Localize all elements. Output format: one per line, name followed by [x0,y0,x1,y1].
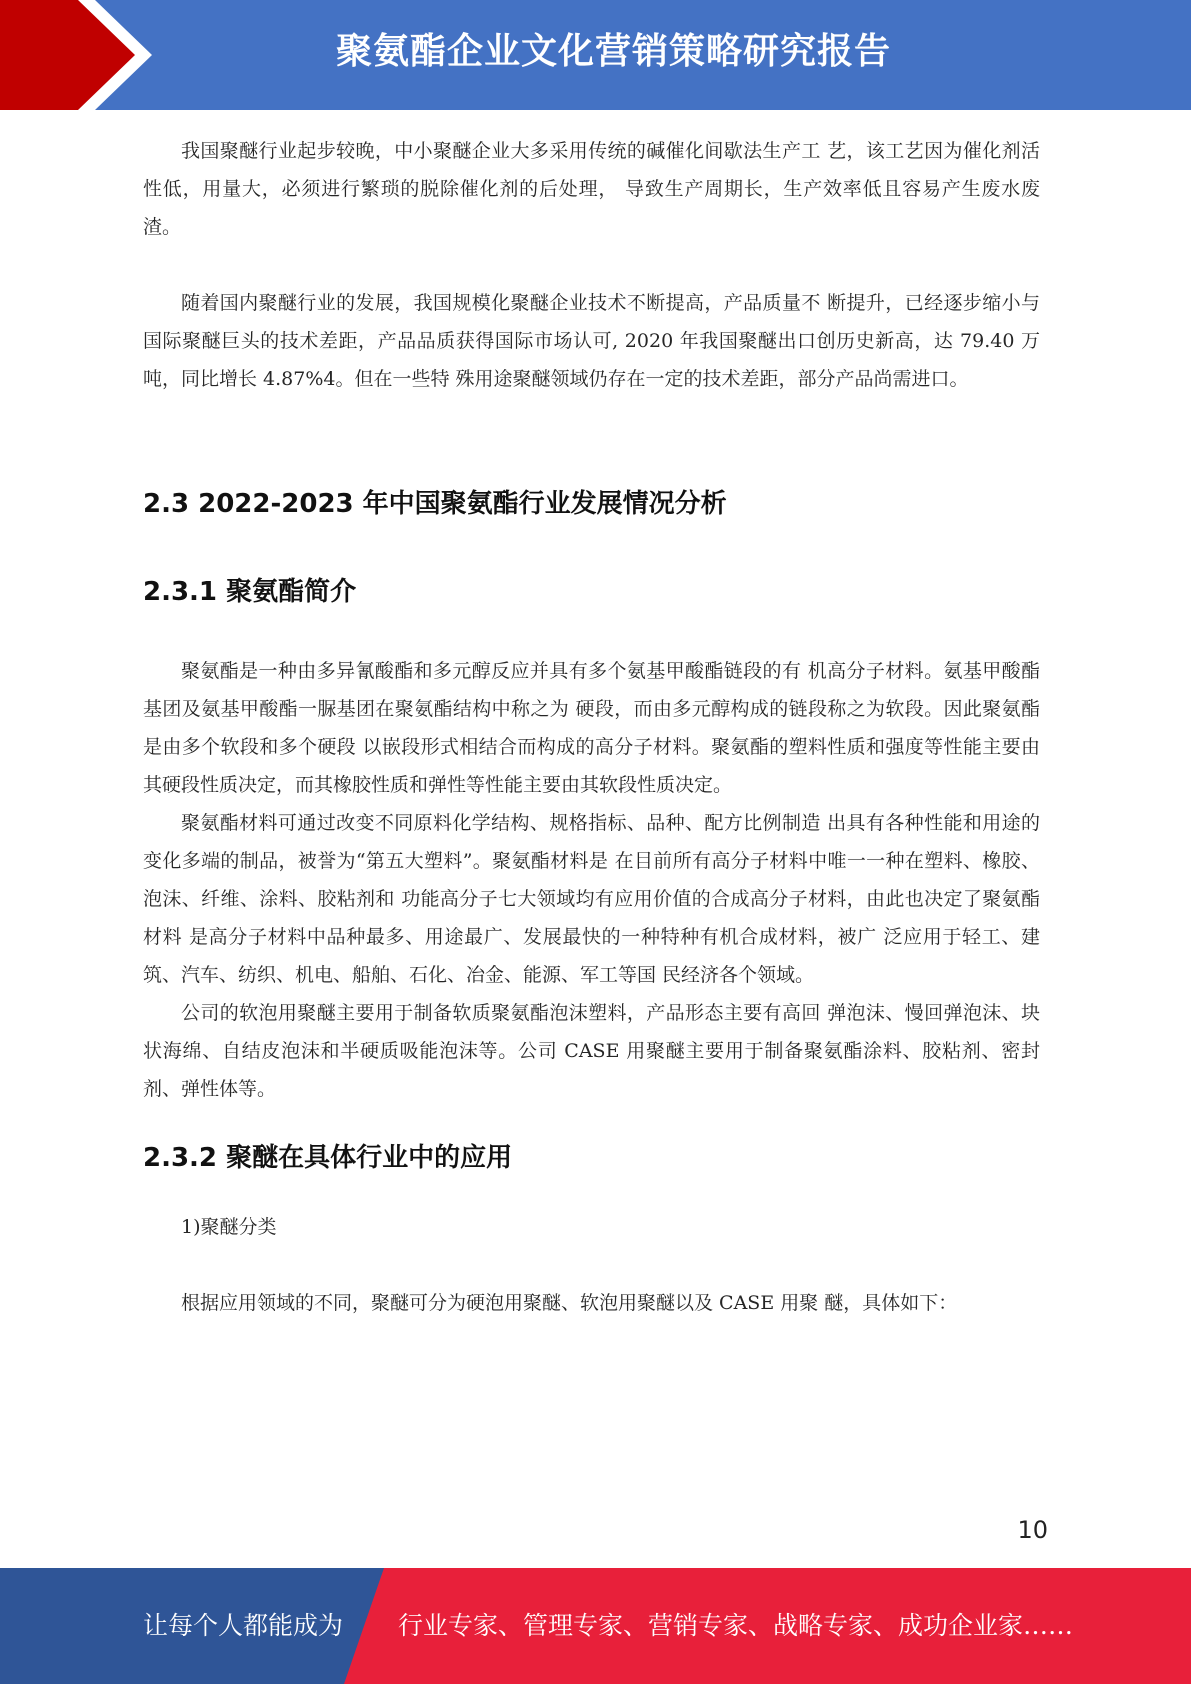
paragraph-polyurethane-materials: 聚氨酯材料可通过改变不同原料化学结构、规格指标、品种、配方比例制造 出具有各种性能和用途的变化多端的制品，被誉为“第五大塑料”。聚氨酯材料是 在目前所有高分子材料中唯一一种在塑料、橡胶、泡沫、纤维、涂料、胶粘剂和 功能高分子七大领域均有应用价值的合成高分子材料，由此也决定了聚氨酯材料 是高分子材料中品种最多、用途最广、发展最快的一种特种有机合成材料，被广 泛应用于轻工、建筑、汽车、纺织、机电、船舶、石化、冶金、能源、军工等国 民经济各个领域。 [143,812,1040,986]
page-footer [0,1568,1191,1684]
footer-slogan-right: 行业专家、管理专家、营销专家、战略专家、成功企业家…… [398,1611,1074,1640]
paragraph-polyurethane-intro: 聚氨酯是一种由多异氰酸酯和多元醇反应并具有多个氨基甲酸酯链段的有 机高分子材料。氨基甲酸酯基团及氨基甲酸酯一脲基团在聚氨酯结构中称之为 硬段，而由多元醇构成的链段称之为软段。因此聚氨酯是由多个软段和多个硬段 以嵌段形式相结合而构成的高分子材料。聚氨酯的塑料性质和强度等性能主要由 其硬段性质决定，而其橡胶性质和弹性等性能主要由其软段性质决定。 [143,660,1040,796]
section-heading-2-3-2: 2.3.2 聚醚在具体行业中的应用 [143,1143,513,1173]
paragraph-soft-foam-polyether: 公司的软泡用聚醚主要用于制备软质聚氨酯泡沫塑料，产品形态主要有高回 弹泡沫、慢回弹泡沫、块状海绵、自结皮泡沫和半硬质吸能泡沫等。公司 CASE 用聚醚主要用于制备聚氨酯涂料、胶粘剂、密封剂、弹性体等。 [143,1002,1040,1100]
list-item-polyether-classification: 1)聚醚分类 [181,1216,277,1238]
page-content [143,132,1040,1322]
paragraph-polyether-development: 随着国内聚醚行业的发展，我国规模化聚醚企业技术不断提高，产品质量不 断提升，已经逐步缩小与国际聚醚巨头的技术差距，产品品质获得国际市场认可, 2020 年我国聚醚出口创历史新高，达 79.40 万吨，同比增长 4.87%4。但在一些特 殊用途聚醚领域仍存在一定的技术差距，部分产品尚需进口。 [143,292,1040,390]
paragraph-polyether-history: 我国聚醚行业起步较晚，中小聚醚企业大多采用传统的碱催化间歇法生产工 艺，该工艺因为催化剂活性低，用量大，必须进行繁琐的脱除催化剂的后处理， 导致生产周期长，生产效率低且容易产生废水废渣。 [143,140,1040,238]
section-heading-2-3-1: 2.3.1 聚氨酯简介 [143,577,357,607]
footer-slogan-left: 让每个人都能成为 [143,1611,344,1640]
report-title: 聚氨酯企业文化营销策略研究报告 [336,31,892,72]
page-number: 10 [1017,1516,1048,1544]
page-header [0,0,1191,110]
paragraph-polyether-categories: 根据应用领域的不同，聚醚可分为硬泡用聚醚、软泡用聚醚以及 CASE 用聚 醚，具体如下： [181,1292,958,1314]
section-heading-2-3: 2.3 2022-2023 年中国聚氨酯行业发展情况分析 [143,489,727,519]
